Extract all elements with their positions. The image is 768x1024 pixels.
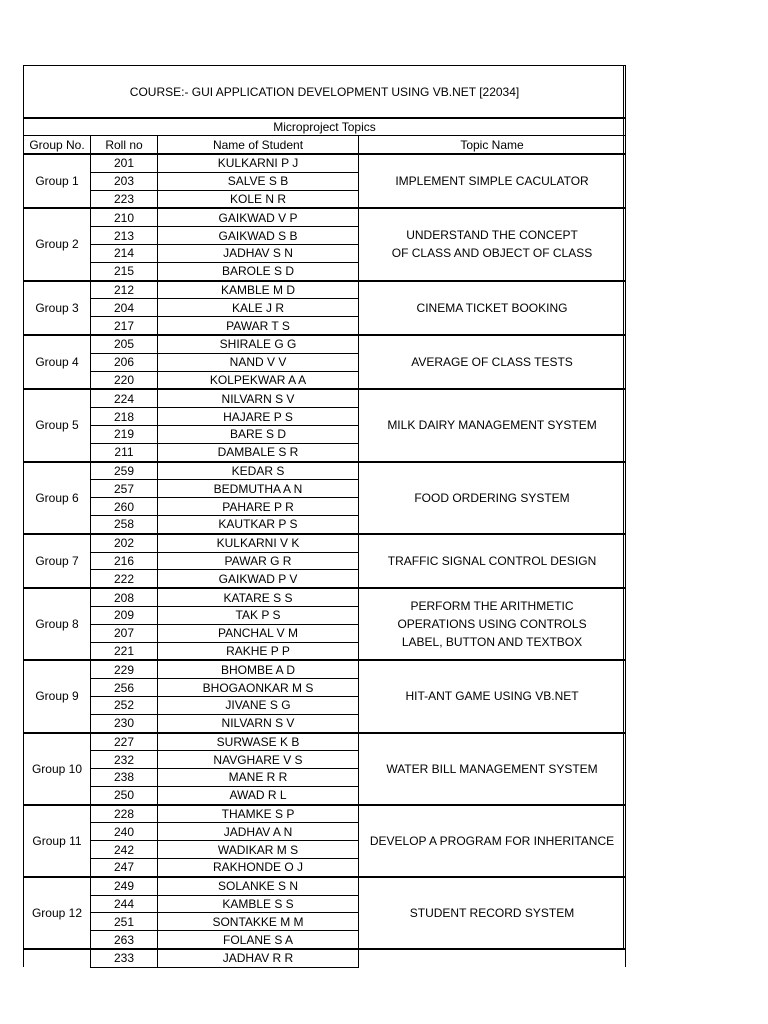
student-name-cell: SALVE S B xyxy=(158,172,359,190)
group-name-cell: Group 8 xyxy=(24,588,91,660)
student-name-cell: BAROLE S D xyxy=(158,262,359,280)
group-name-cell: Group 7 xyxy=(24,534,91,588)
roll-no-cell: 215 xyxy=(91,262,158,280)
student-name-cell: PANCHAL V M xyxy=(158,624,359,642)
roll-no-cell: 232 xyxy=(91,751,158,769)
student-name-cell: HAJARE P S xyxy=(158,408,359,426)
student-name-cell: KAMBLE M D xyxy=(158,281,359,299)
group-name-cell: Group 5 xyxy=(24,389,91,461)
microproject-table xyxy=(23,65,626,968)
roll-no-cell: 204 xyxy=(91,299,158,317)
student-name-cell: KULKARNI V K xyxy=(158,534,359,552)
student-name-cell: THAMKE S P xyxy=(158,805,359,823)
header-roll-no: Roll no xyxy=(91,136,158,155)
roll-no-cell: 211 xyxy=(91,443,158,461)
table-row xyxy=(24,805,626,823)
student-name-cell: KAUTKAR P S xyxy=(158,515,359,533)
roll-no-cell: 242 xyxy=(91,841,158,859)
student-name-cell: BARE S D xyxy=(158,425,359,443)
roll-no-cell: 257 xyxy=(91,480,158,498)
roll-no-cell: 240 xyxy=(91,823,158,841)
header-group-no: Group No. xyxy=(24,136,91,155)
student-name-cell: SONTAKKE M M xyxy=(158,913,359,931)
student-name-cell: GAIKWAD S B xyxy=(158,227,359,245)
roll-no-cell: 205 xyxy=(91,335,158,353)
table-row xyxy=(24,588,626,606)
student-name-cell: KALE J R xyxy=(158,299,359,317)
roll-no-cell: 214 xyxy=(91,244,158,262)
student-name-cell: KOLE N R xyxy=(158,190,359,208)
student-name-cell: TAK P S xyxy=(158,606,359,624)
roll-no-cell: 203 xyxy=(91,172,158,190)
roll-no-cell: 249 xyxy=(91,877,158,895)
roll-no-cell: 208 xyxy=(91,588,158,606)
sheet-right-edge xyxy=(623,65,624,948)
roll-no-cell: 202 xyxy=(91,534,158,552)
table-row xyxy=(24,660,626,678)
roll-no-cell: 247 xyxy=(91,859,158,877)
roll-no-cell: 220 xyxy=(91,371,158,389)
table-row xyxy=(24,877,626,895)
student-name-cell: KOLPEKWAR A A xyxy=(158,371,359,389)
roll-no-cell: 227 xyxy=(91,733,158,751)
topic-name-cell: TRAFFIC SIGNAL CONTROL DESIGN xyxy=(359,534,626,588)
roll-no-cell: 224 xyxy=(91,389,158,407)
table-row xyxy=(24,949,626,967)
topic-name-cell: UNDERSTAND THE CONCEPT OF CLASS AND OBJECT OF CLASS xyxy=(359,208,626,280)
student-name-cell: BHOGAONKAR M S xyxy=(158,679,359,697)
student-name-cell: RAKHE P P xyxy=(158,642,359,660)
roll-no-cell: 258 xyxy=(91,515,158,533)
student-name-cell: MANE R R xyxy=(158,769,359,787)
roll-no-cell: 252 xyxy=(91,696,158,714)
student-name-cell: DAMBALE S R xyxy=(158,443,359,461)
roll-no-cell: 238 xyxy=(91,769,158,787)
student-name-cell: PAWAR T S xyxy=(158,317,359,335)
roll-no-cell: 228 xyxy=(91,805,158,823)
roll-no-cell: 212 xyxy=(91,281,158,299)
table-row xyxy=(24,281,626,299)
student-name-cell: JIVANE S G xyxy=(158,696,359,714)
table-subtitle: Microproject Topics xyxy=(24,118,626,136)
topic-name-cell: IMPLEMENT SIMPLE CACULATOR xyxy=(359,154,626,208)
student-name-cell: GAIKWAD P V xyxy=(158,570,359,588)
student-name-cell: NAVGHARE V S xyxy=(158,751,359,769)
groups-body xyxy=(24,154,626,967)
student-name-cell: SOLANKE S N xyxy=(158,877,359,895)
group-name-cell: Group 2 xyxy=(24,208,91,280)
roll-no-cell: 213 xyxy=(91,227,158,245)
roll-no-cell: 216 xyxy=(91,552,158,570)
roll-no-cell: 259 xyxy=(91,462,158,480)
table-row xyxy=(24,462,626,480)
student-name-cell: KATARE S S xyxy=(158,588,359,606)
student-name-cell: PAWAR G R xyxy=(158,552,359,570)
roll-no-cell: 217 xyxy=(91,317,158,335)
group-name-cell: Group 12 xyxy=(24,877,91,949)
topic-name-cell: FOOD ORDERING SYSTEM xyxy=(359,462,626,534)
roll-no-cell: 207 xyxy=(91,624,158,642)
header-student-name: Name of Student xyxy=(158,136,359,155)
course-title: COURSE:- GUI APPLICATION DEVELOPMENT USING VB.NET [22034] xyxy=(24,66,626,119)
student-name-cell: AWAD R L xyxy=(158,786,359,804)
table-row xyxy=(24,733,626,751)
table-row xyxy=(24,534,626,552)
roll-no-cell: 222 xyxy=(91,570,158,588)
student-name-cell: RAKHONDE O J xyxy=(158,859,359,877)
microproject-sheet xyxy=(23,65,625,968)
roll-no-cell: 223 xyxy=(91,190,158,208)
topic-name-cell xyxy=(359,949,626,967)
student-name-cell: FOLANE S A xyxy=(158,931,359,949)
student-name-cell: NILVARN S V xyxy=(158,389,359,407)
roll-no-cell: 233 xyxy=(91,949,158,967)
roll-no-cell: 263 xyxy=(91,931,158,949)
roll-no-cell: 250 xyxy=(91,786,158,804)
table-row xyxy=(24,335,626,353)
topic-name-cell: STUDENT RECORD SYSTEM xyxy=(359,877,626,949)
student-name-cell: NAND V V xyxy=(158,353,359,371)
roll-no-cell: 210 xyxy=(91,208,158,226)
table-row xyxy=(24,389,626,407)
roll-no-cell: 229 xyxy=(91,660,158,678)
group-name-cell xyxy=(24,949,91,967)
roll-no-cell: 201 xyxy=(91,154,158,172)
roll-no-cell: 251 xyxy=(91,913,158,931)
roll-no-cell: 221 xyxy=(91,642,158,660)
topic-name-cell: CINEMA TICKET BOOKING xyxy=(359,281,626,335)
student-name-cell: KULKARNI P J xyxy=(158,154,359,172)
topic-name-cell: WATER BILL MANAGEMENT SYSTEM xyxy=(359,733,626,805)
student-name-cell: JADHAV R R xyxy=(158,949,359,967)
student-name-cell: BEDMUTHA A N xyxy=(158,480,359,498)
topic-name-cell: DEVELOP A PROGRAM FOR INHERITANCE xyxy=(359,805,626,877)
student-name-cell: WADIKAR M S xyxy=(158,841,359,859)
roll-no-cell: 206 xyxy=(91,353,158,371)
roll-no-cell: 219 xyxy=(91,425,158,443)
roll-no-cell: 244 xyxy=(91,895,158,913)
student-name-cell: NILVARN S V xyxy=(158,714,359,732)
student-name-cell: JADHAV A N xyxy=(158,823,359,841)
group-name-cell: Group 10 xyxy=(24,733,91,805)
table-row xyxy=(24,208,626,226)
student-name-cell: SURWASE K B xyxy=(158,733,359,751)
roll-no-cell: 256 xyxy=(91,679,158,697)
student-name-cell: KEDAR S xyxy=(158,462,359,480)
group-name-cell: Group 4 xyxy=(24,335,91,389)
group-name-cell: Group 9 xyxy=(24,660,91,732)
topic-name-cell: AVERAGE OF CLASS TESTS xyxy=(359,335,626,389)
student-name-cell: PAHARE P R xyxy=(158,498,359,516)
student-name-cell: SHIRALE G G xyxy=(158,335,359,353)
roll-no-cell: 209 xyxy=(91,606,158,624)
roll-no-cell: 260 xyxy=(91,498,158,516)
table-row xyxy=(24,154,626,172)
student-name-cell: KAMBLE S S xyxy=(158,895,359,913)
topic-name-cell: PERFORM THE ARITHMETIC OPERATIONS USING CONTROLS LABEL, BUTTON AND TEXTBOX xyxy=(359,588,626,660)
group-name-cell: Group 3 xyxy=(24,281,91,335)
topic-name-cell: MILK DAIRY MANAGEMENT SYSTEM xyxy=(359,389,626,461)
roll-no-cell: 218 xyxy=(91,408,158,426)
student-name-cell: JADHAV S N xyxy=(158,244,359,262)
topic-name-cell: HIT-ANT GAME USING VB.NET xyxy=(359,660,626,732)
group-name-cell: Group 11 xyxy=(24,805,91,877)
group-name-cell: Group 1 xyxy=(24,154,91,208)
header-topic-name: Topic Name xyxy=(359,136,626,155)
group-name-cell: Group 6 xyxy=(24,462,91,534)
student-name-cell: GAIKWAD V P xyxy=(158,208,359,226)
student-name-cell: BHOMBE A D xyxy=(158,660,359,678)
roll-no-cell: 230 xyxy=(91,714,158,732)
